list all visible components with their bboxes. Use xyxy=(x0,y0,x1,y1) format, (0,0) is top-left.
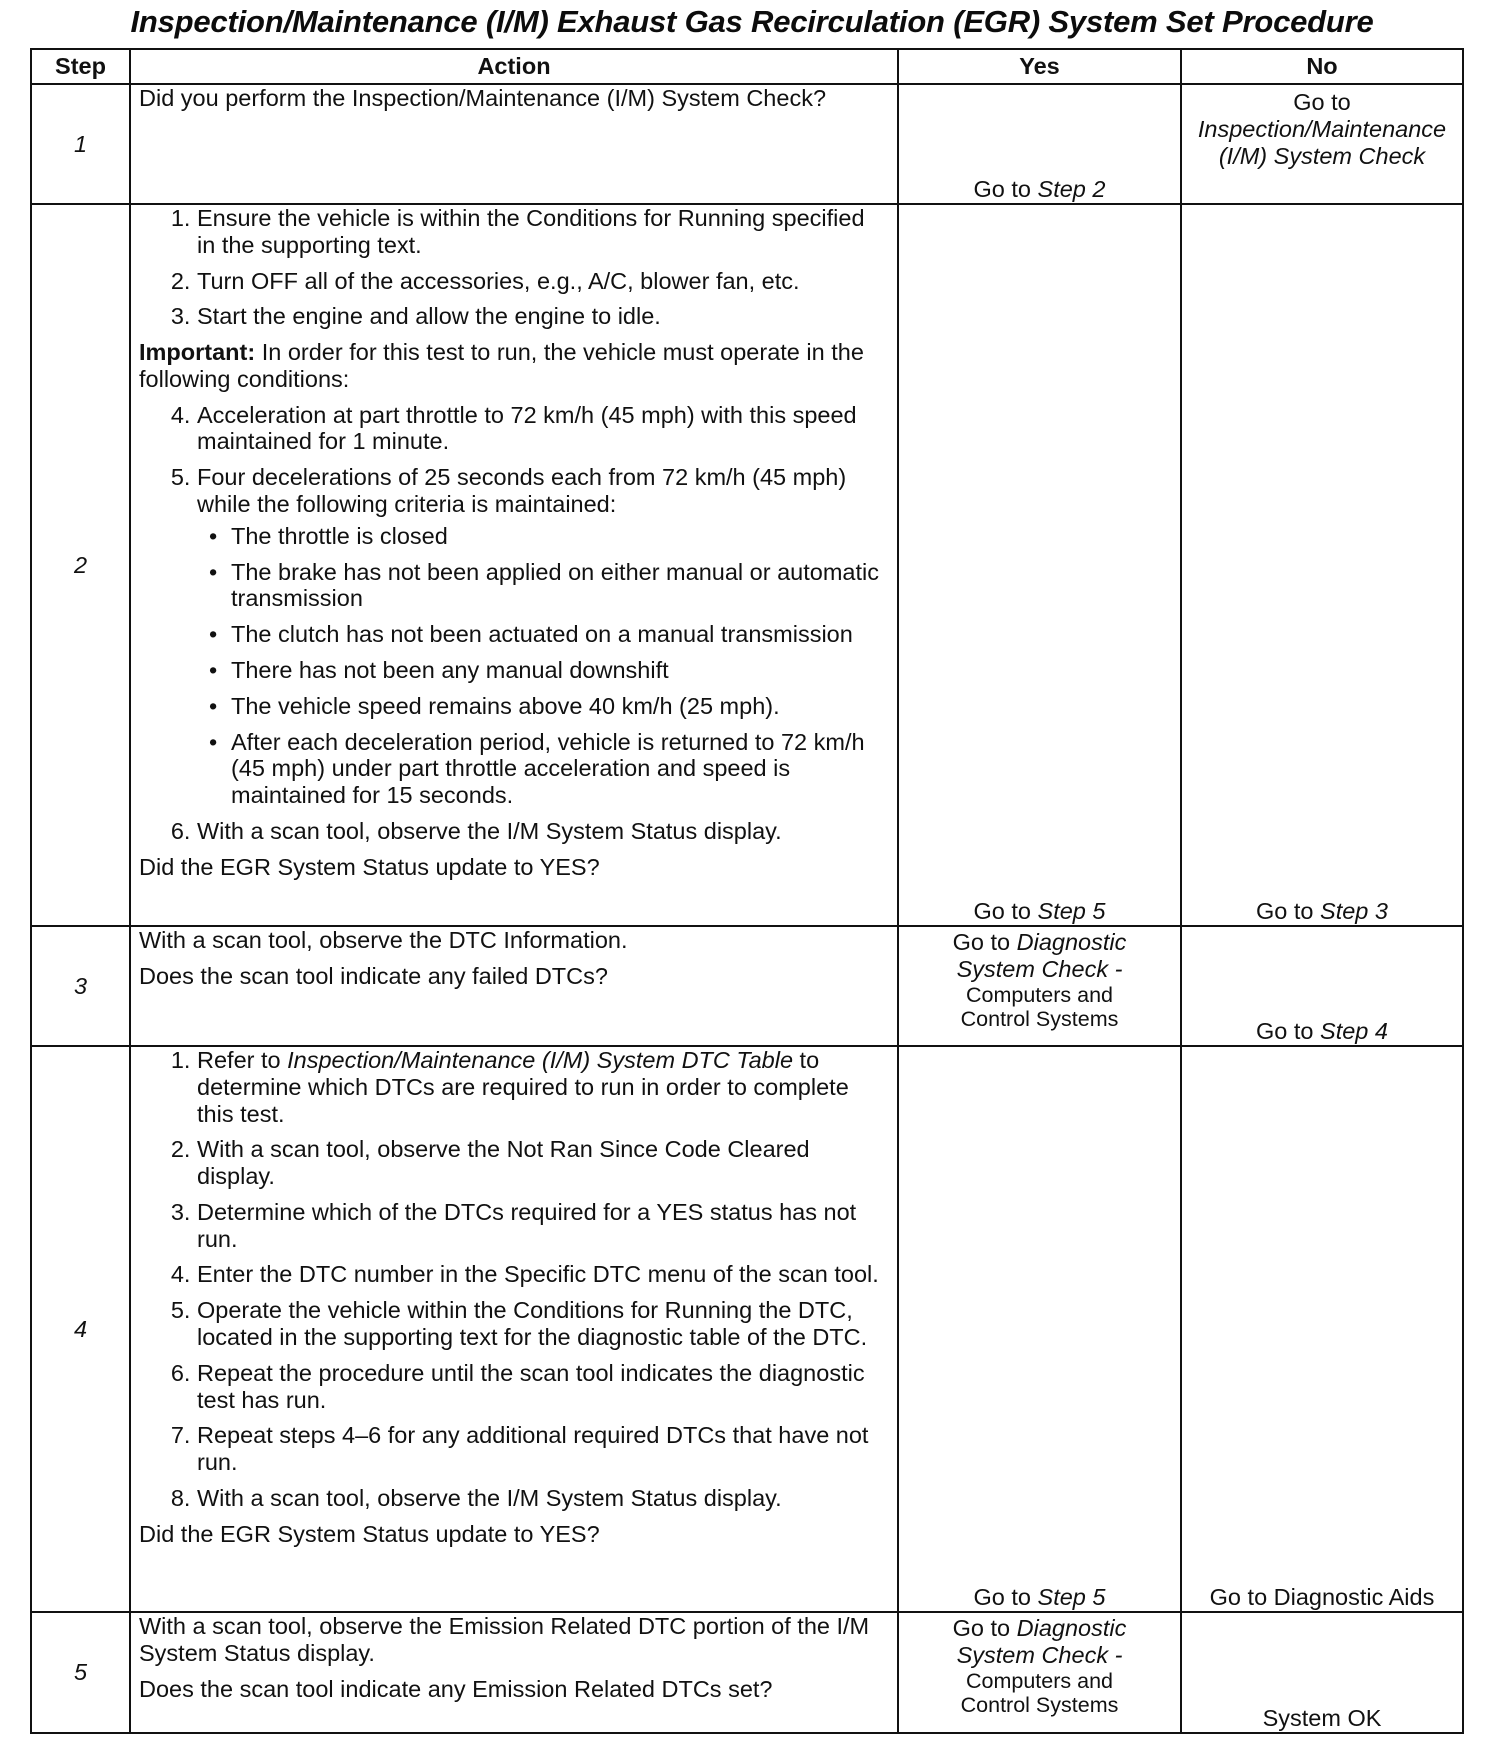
no-link[interactable]: Step 3 xyxy=(1320,898,1388,925)
header-action: Action xyxy=(130,49,898,84)
action-cell xyxy=(130,84,898,204)
no-status: System OK xyxy=(1262,1705,1382,1732)
yes-cell xyxy=(898,926,1181,1046)
action-steps xyxy=(139,1047,889,1512)
yes-prefix: Go to xyxy=(952,929,1017,955)
action-question: Does the scan tool indicate any Emission Related DTCs set? xyxy=(139,1675,773,1702)
yes-link[interactable]: Step 2 xyxy=(1037,176,1106,203)
table-row xyxy=(31,1612,1463,1733)
yes-cell xyxy=(898,1046,1181,1612)
no-cell xyxy=(1181,204,1463,926)
dtc-table-link[interactable]: Inspection/Maintenance (I/M) System DTC Table xyxy=(287,1047,794,1073)
yes-link[interactable]: Step 5 xyxy=(1037,898,1106,925)
no-link-line1[interactable]: Inspection/Maintenance xyxy=(1197,115,1447,142)
action-step: 6. With a scan tool, observe the I/M System Status display. xyxy=(197,818,889,845)
criteria-list xyxy=(197,523,889,809)
no-prefix: Go to xyxy=(1293,89,1351,115)
action-step: 6. Repeat the procedure until the scan tool indicates the diagnostic test has run. xyxy=(197,1360,889,1414)
important-note xyxy=(139,339,889,393)
criteria-item: • The vehicle speed remains above 40 km/h (25 mph). xyxy=(231,693,889,720)
action-question: Did the EGR System Status update to YES? xyxy=(139,853,600,880)
yes-link[interactable] xyxy=(907,929,1172,956)
action-question: Did the EGR System Status update to YES? xyxy=(139,1520,600,1547)
action-question: Does the scan tool indicate any failed DTCs? xyxy=(139,962,608,989)
action-steps xyxy=(139,402,889,845)
table-row xyxy=(31,84,1463,204)
yes-link-line2[interactable]: System Check - xyxy=(956,955,1123,982)
action-text: With a scan tool, observe the DTC Information. xyxy=(139,927,628,953)
no-prefix: Go to xyxy=(1256,898,1321,925)
table-row xyxy=(31,204,1463,926)
action-text: With a scan tool, observe the Emission Related DTC portion of the I/M System Status display. xyxy=(139,1613,870,1666)
step1-rest: to determine which DTCs are required to run in order to complete this test. xyxy=(197,1047,849,1127)
action-step: 8. With a scan tool, observe the I/M System Status display. xyxy=(197,1485,889,1512)
action-cell xyxy=(130,1046,898,1612)
yes-prefix: Go to xyxy=(952,1615,1017,1641)
criteria-item: • After each deceleration period, vehicle is returned to 72 km/h (45 mph) under part throttle acceleration and speed is maintained for 15 seconds. xyxy=(231,729,889,809)
criteria-item: • The clutch has not been actuated on a manual transmission xyxy=(231,621,889,648)
yes-rest-line1: Computers and xyxy=(966,982,1113,1007)
yes-link-line2[interactable]: System Check - xyxy=(956,1641,1123,1668)
yes-prefix: Go to xyxy=(973,176,1038,203)
page-title: Inspection/Maintenance (I/M) Exhaust Gas Recirculation (EGR) System Set Procedure xyxy=(130,4,1374,39)
yes-rest-line2: Control Systems xyxy=(960,1693,1119,1718)
yes-prefix: Go to xyxy=(973,1584,1038,1611)
action-step xyxy=(197,464,889,809)
step-number: 2 xyxy=(31,204,130,926)
criteria-item: • The brake has not been applied on either manual or automatic transmission xyxy=(231,559,889,613)
no-link-line2[interactable]: (I/M) System Check xyxy=(1218,142,1426,169)
step-number: 5 xyxy=(31,1612,130,1733)
header-step: Step xyxy=(31,49,130,84)
yes-rest-line1: Computers and xyxy=(966,1668,1113,1693)
criteria-item: • The throttle is closed xyxy=(231,523,889,550)
action-step: 2. With a scan tool, observe the Not Ran Since Code Cleared display. xyxy=(197,1136,889,1190)
action-step: 4. Enter the DTC number in the Specific DTC menu of the scan tool. xyxy=(197,1261,889,1288)
step1-prefix: Refer to xyxy=(197,1047,288,1073)
criteria-item: • There has not been any manual downshift xyxy=(231,657,889,684)
action-step: 1. Ensure the vehicle is within the Conditions for Running specified in the supporting text. xyxy=(197,205,889,259)
action-step: 5. Operate the vehicle within the Conditions for Running the DTC, located in the supporting text for the diagnostic table of the DTC. xyxy=(197,1297,889,1351)
action-step-text: Four decelerations of 25 seconds each from 72 km/h (45 mph) while the following criteria is maintained: xyxy=(197,464,847,518)
action-step: 3. Determine which of the DTCs required for a YES status has not run. xyxy=(197,1199,889,1253)
action-step: 3. Start the engine and allow the engine to idle. xyxy=(197,303,889,330)
yes-link[interactable]: Step 5 xyxy=(1037,1584,1106,1611)
no-cell xyxy=(1181,926,1463,1046)
yes-cell xyxy=(898,1612,1181,1733)
no-cell xyxy=(1181,1612,1463,1733)
procedure-table xyxy=(30,48,1464,1734)
no-prefix: Go to xyxy=(1256,1018,1321,1045)
yes-rest-line2: Control Systems xyxy=(960,1007,1119,1032)
action-step: 7. Repeat steps 4–6 for any additional required DTCs that have not run. xyxy=(197,1422,889,1476)
action-cell xyxy=(130,926,898,1046)
table-row xyxy=(31,1046,1463,1612)
action-steps xyxy=(139,205,889,330)
important-text: In order for this test to run, the vehicle must operate in the following conditions: xyxy=(139,339,864,392)
step-number: 3 xyxy=(31,926,130,1046)
yes-cell xyxy=(898,84,1181,204)
yes-link-line1[interactable]: Diagnostic xyxy=(1016,1615,1127,1641)
step-number: 1 xyxy=(31,84,130,204)
header-no: No xyxy=(1181,49,1463,84)
yes-cell xyxy=(898,204,1181,926)
no-cell xyxy=(1181,1046,1463,1612)
action-step: 4. Acceleration at part throttle to 72 km/h (45 mph) with this speed maintained for 1 minute. xyxy=(197,402,889,456)
action-cell xyxy=(130,204,898,926)
table-row xyxy=(31,926,1463,1046)
yes-prefix: Go to xyxy=(973,898,1038,925)
table-header-row xyxy=(31,49,1463,84)
step-number: 4 xyxy=(31,1046,130,1612)
yes-link-line1[interactable]: Diagnostic xyxy=(1016,929,1127,955)
action-cell xyxy=(130,1612,898,1733)
no-cell xyxy=(1181,84,1463,204)
action-step: 2. Turn OFF all of the accessories, e.g., A/C, blower fan, etc. xyxy=(197,268,889,295)
important-label: Important: xyxy=(139,339,256,366)
action-question: Did you perform the Inspection/Maintenance (I/M) System Check? xyxy=(139,85,827,111)
no-link[interactable]: Step 4 xyxy=(1320,1018,1388,1045)
no-link[interactable]: Go to Diagnostic Aids xyxy=(1209,1584,1435,1611)
header-yes: Yes xyxy=(898,49,1181,84)
action-step xyxy=(197,1047,889,1127)
yes-link[interactable] xyxy=(907,1615,1172,1642)
